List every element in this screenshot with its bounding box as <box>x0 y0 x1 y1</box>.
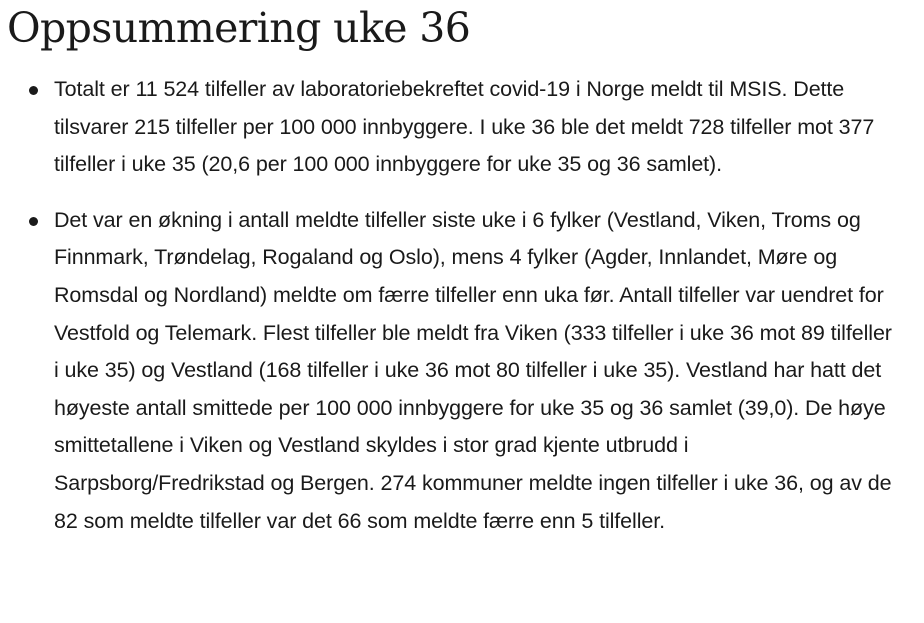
summary-bullet-list <box>0 71 924 540</box>
page-title: Oppsummering uke 36 <box>7 4 471 52</box>
summary-bullet-totals <box>0 71 924 184</box>
summary-bullet-counties <box>0 202 924 540</box>
bullet-text: Det var en økning i antall meldte tilfeller siste uke i 6 fylker (Vestland, Viken, Troms og Finnmark, Trøndelag, Rogaland og Oslo), mens 4 fylker (Agder, Innlandet, Møre og Romsdal og Nordland) meldte om færre tilfeller enn uka før. Antall tilfeller var uendret for Vestfold og Telemark. Flest tilfeller ble meldt fra Viken (333 tilfeller i uke 36 mot 89 tilfeller i uke 35) og Vestland (168 tilfeller i uke 36 mot 80 tilfeller i uke 35). Vestland har hatt det høyeste antall smittede per 100 000 innbyggere for uke 35 og 36 samlet (39,0). De høye smittetallene i Viken og Vestland skyldes i stor grad kjente utbrudd i Sarpsborg/Fredrikstad og Bergen. 274 kommuner meldte ingen tilfeller i uke 36, og av de 82 som meldte tilfeller var det 66 som meldte færre enn 5 tilfeller. <box>54 207 892 533</box>
bullet-text: Totalt er 11 524 tilfeller av laboratoriebekreftet covid-19 i Norge meldt til MSIS. Dette tilsvarer 215 tilfeller per 100 000 innbyggere. I uke 36 ble det meldt 728 tilfeller mot 377 tilfeller i uke 35 (20,6 per 100 000 innbyggere for uke 35 og 36 samlet). <box>54 77 875 177</box>
bullet-dot-icon <box>29 217 38 226</box>
bullet-dot-icon <box>29 86 38 95</box>
